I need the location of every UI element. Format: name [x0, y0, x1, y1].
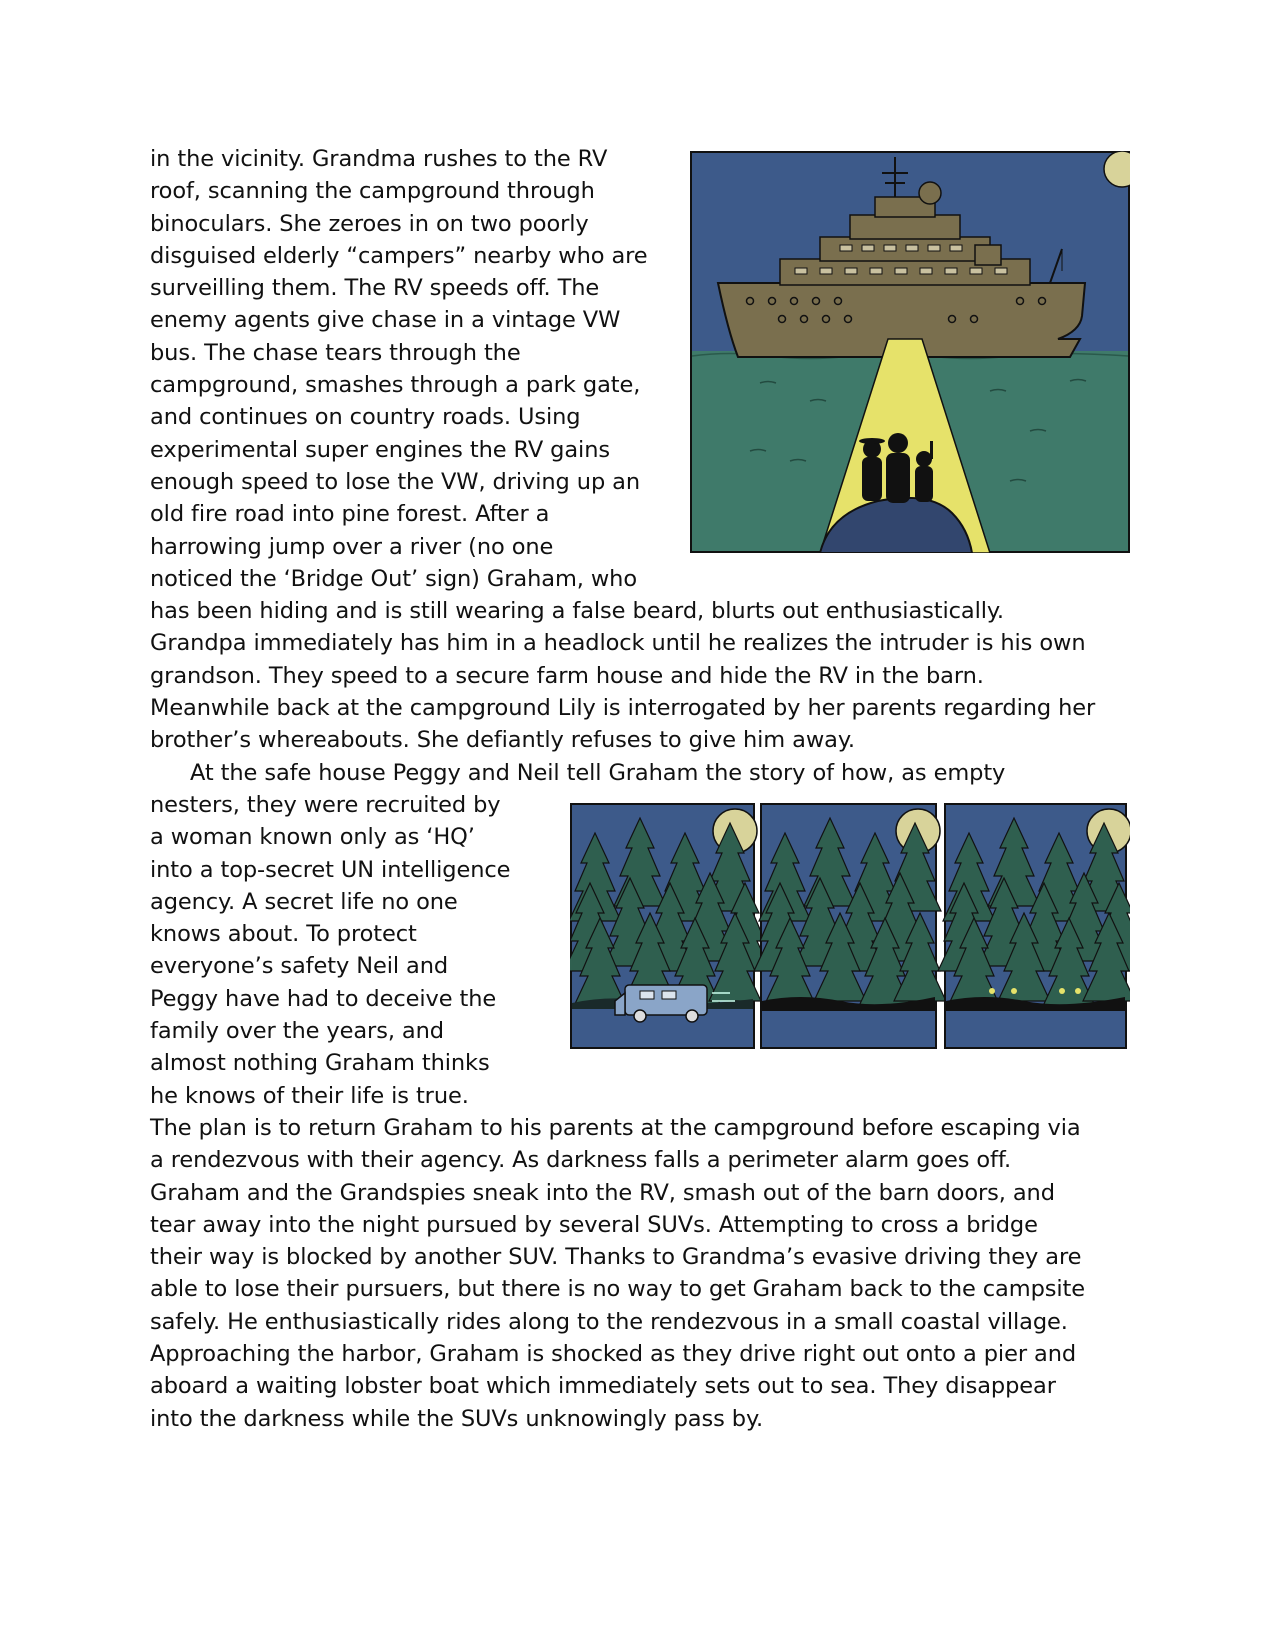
forest-triptych-illustration	[570, 803, 1130, 1053]
document-page	[150, 143, 1130, 1435]
forest-panel-3	[938, 804, 1130, 1048]
forest-panel-2	[754, 804, 946, 1048]
ship-illustration	[690, 151, 1130, 553]
paragraph-2: At the safe house Peggy and Neil tell Graham the story of how, as empty nesters, they were recruited by a woman known only as ‘HQ’ into a top-secret UN intelligence agency. A secret life no one knows about. To protect everyone’s safety Neil and Peggy have had to deceive the family over the years, and almost nothing Graham thinks he knows of their life is true. The plan is to return Graham to his parents at the campground before escaping via a rendezvous with their agency. As darkness falls a perimeter alarm goes off. Graham and the Grandspies sneak into the RV, smash out of the barn doors, and tear away into the night pursued by several SUVs. Attempting to cross a bridge their way is blocked by another SUV. Thanks to Grandma’s evasive driving they are able to lose their pursuers, but there is no way to get Graham back to the campsite safely. He enthusiastically rides along to the rendezvous in a small coastal village. Approaching the harbor, Graham is shocked as they drive right out onto a pier and aboard a waiting lobster boat which immediately sets out to sea. They disappear into the darkness while the SUVs unknowingly pass by.	[150, 757, 1130, 1435]
forest-panel-1	[570, 804, 771, 1048]
paragraph-1: in the vicinity. Grandma rushes to the RV roof, scanning the campground through binoculars. She zeroes in on two poorly disguised elderly “campers” nearby who are surveilling them. The RV speeds off. The enemy agents give chase in a vintage VW bus. The chase tears through the campground, smashes through a park gate, and continues on country roads. Using experimental super engines the RV gains enough speed to lose the VW, driving up an old fire road into pine forest. After a harrowing jump over a river (no one noticed the ‘Bridge Out’ sign) Graham, who has been hiding and is still wearing a false beard, blurts out enthusiastically. Grandpa immediately has him in a headlock until he realizes the intruder is his own grandson. They speed to a secure farm house and hide the RV in the barn. Meanwhile back at the campground Lily is interrogated by her parents regarding her brother’s whereabouts. She defiantly refuses to give him away.	[150, 146, 1096, 754]
